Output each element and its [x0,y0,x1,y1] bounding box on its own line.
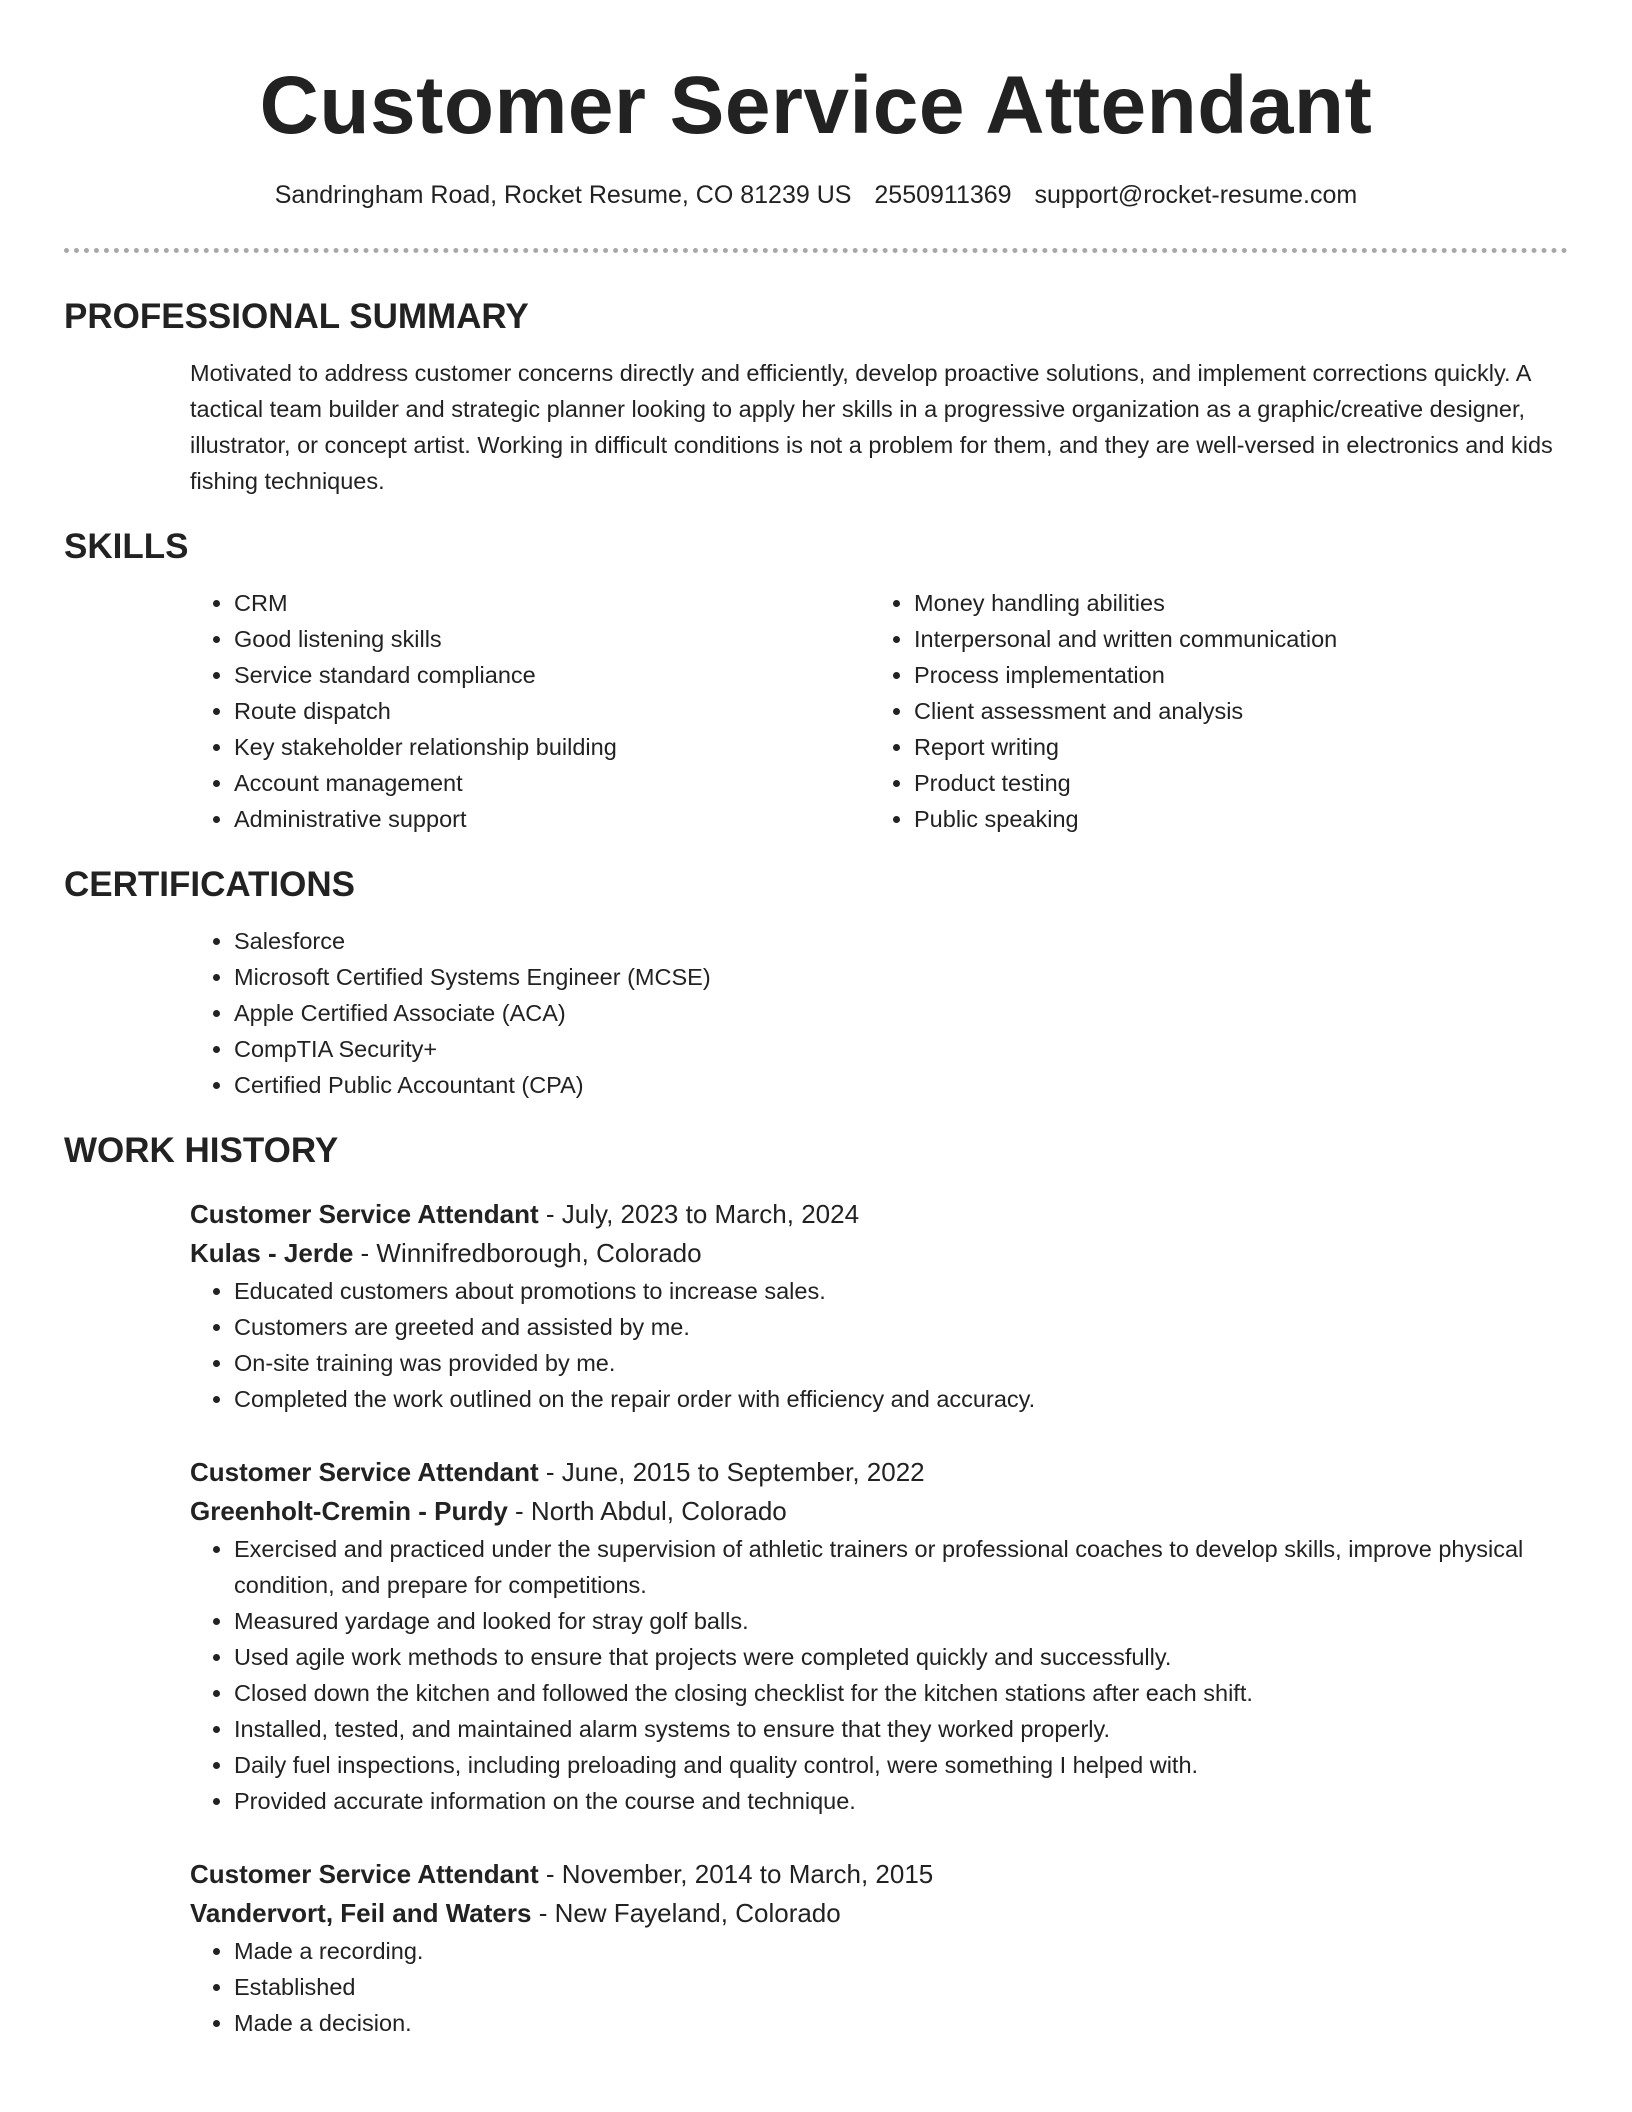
job-duties [190,1531,1568,1819]
certification-item: • CompTIA Security+ [234,1031,1568,1067]
header-divider [64,248,1568,253]
job-duty-item: • Customers are greeted and assisted by me. [234,1309,1568,1345]
job-entry [190,1453,1568,1819]
skill-item: • CRM [234,585,870,621]
job-location: - New Fayeland, Colorado [531,1898,841,1928]
certifications-list [190,923,1568,1103]
job-company: Kulas - Jerde [190,1238,354,1268]
job-duties [190,1273,1568,1417]
job-title-line [190,1195,1568,1234]
skill-item: • Good listening skills [234,621,870,657]
skill-item: • Money handling abilities [914,585,1550,621]
job-role: Customer Service Attendant [190,1457,539,1487]
job-title-line [190,1453,1568,1492]
contact-line [64,178,1568,212]
certification-item: • Salesforce [234,923,1568,959]
job-duty-item: • Installed, tested, and maintained alarm systems to ensure that they worked properly. [234,1711,1568,1747]
job-title-line [190,1855,1568,1894]
skills-grid [190,585,1568,837]
job-duty-item: • Established [234,1969,1568,2005]
job-role: Customer Service Attendant [190,1199,539,1229]
job-duty-item: • Provided accurate information on the course and technique. [234,1783,1568,1819]
skills-heading: SKILLS [64,527,189,566]
certification-item: • Certified Public Accountant (CPA) [234,1067,1568,1103]
summary-heading: PROFESSIONAL SUMMARY [64,297,529,336]
job-duty-item: • On-site training was provided by me. [234,1345,1568,1381]
job-duty-item: • Closed down the kitchen and followed the closing checklist for the kitchen stations after each shift. [234,1675,1568,1711]
contact-phone: 2550911369 [874,181,1012,209]
job-dates: - July, 2023 to March, 2024 [538,1199,860,1229]
skill-item: • Process implementation [914,657,1550,693]
job-company-line [190,1234,1568,1273]
skill-item: • Route dispatch [234,693,870,729]
skill-item: • Administrative support [234,801,870,837]
job-duty-item: • Made a decision. [234,2005,1568,2041]
job-location: - North Abdul, Colorado [507,1496,787,1526]
certification-item: • Microsoft Certified Systems Engineer (MCSE) [234,959,1568,995]
work-history-heading: WORK HISTORY [64,1131,339,1170]
job-duty-item: • Daily fuel inspections, including preloading and quality control, were something I helped with. [234,1747,1568,1783]
job-duty-item: • Completed the work outlined on the repair order with efficiency and accuracy. [234,1381,1568,1417]
skill-item: • Client assessment and analysis [914,693,1550,729]
resume-name: Customer Service Attendant [259,60,1373,151]
skill-item: • Account management [234,765,870,801]
contact-address: Sandringham Road, Rocket Resume, CO 81239 US [274,181,852,209]
job-duty-item: • Made a recording. [234,1933,1568,1969]
job-location: - Winnifredborough, Colorado [353,1238,702,1268]
job-company-line [190,1492,1568,1531]
skills-column-left [190,585,870,837]
contact-email: support@rocket-resume.com [1034,181,1358,209]
job-role: Customer Service Attendant [190,1859,539,1889]
skill-item: • Public speaking [914,801,1550,837]
skill-item: • Product testing [914,765,1550,801]
job-duty-item: • Used agile work methods to ensure that projects were completed quickly and successfully. [234,1639,1568,1675]
job-entry [190,1195,1568,1417]
certification-item: • Apple Certified Associate (ACA) [234,995,1568,1031]
job-company-line [190,1894,1568,1933]
job-dates: - November, 2014 to March, 2015 [538,1859,934,1889]
job-company: Greenholt-Cremin - Purdy [190,1496,508,1526]
job-duty-item: • Educated customers about promotions to increase sales. [234,1273,1568,1309]
job-duty-item: • Measured yardage and looked for stray golf balls. [234,1603,1568,1639]
skills-column-right [870,585,1550,837]
skill-item: • Interpersonal and written communication [914,621,1550,657]
skill-item: • Key stakeholder relationship building [234,729,870,765]
job-duty-item: • Exercised and practiced under the supervision of athletic trainers or professional coaches to develop skills, improve physical condition, and prepare for competitions. [234,1531,1568,1603]
skill-item: • Report writing [914,729,1550,765]
summary-text: Motivated to address customer concerns directly and efficiently, develop proactive solutions, and implement corrections quickly. A tactical team builder and strategic planner looking to apply her skills in a progressive organization as a graphic/creative designer, illustrator, or concept artist. Working in difficult conditions is not a problem for them, and they are well-versed in electronics and kids fishing techniques. [190,360,1553,494]
job-entry [190,1855,1568,2041]
skill-item: • Service standard compliance [234,657,870,693]
certifications-heading: CERTIFICATIONS [64,865,356,904]
job-company: Vandervort, Feil and Waters [190,1898,532,1928]
job-dates: - June, 2015 to September, 2022 [538,1457,925,1487]
job-duties [190,1933,1568,2041]
